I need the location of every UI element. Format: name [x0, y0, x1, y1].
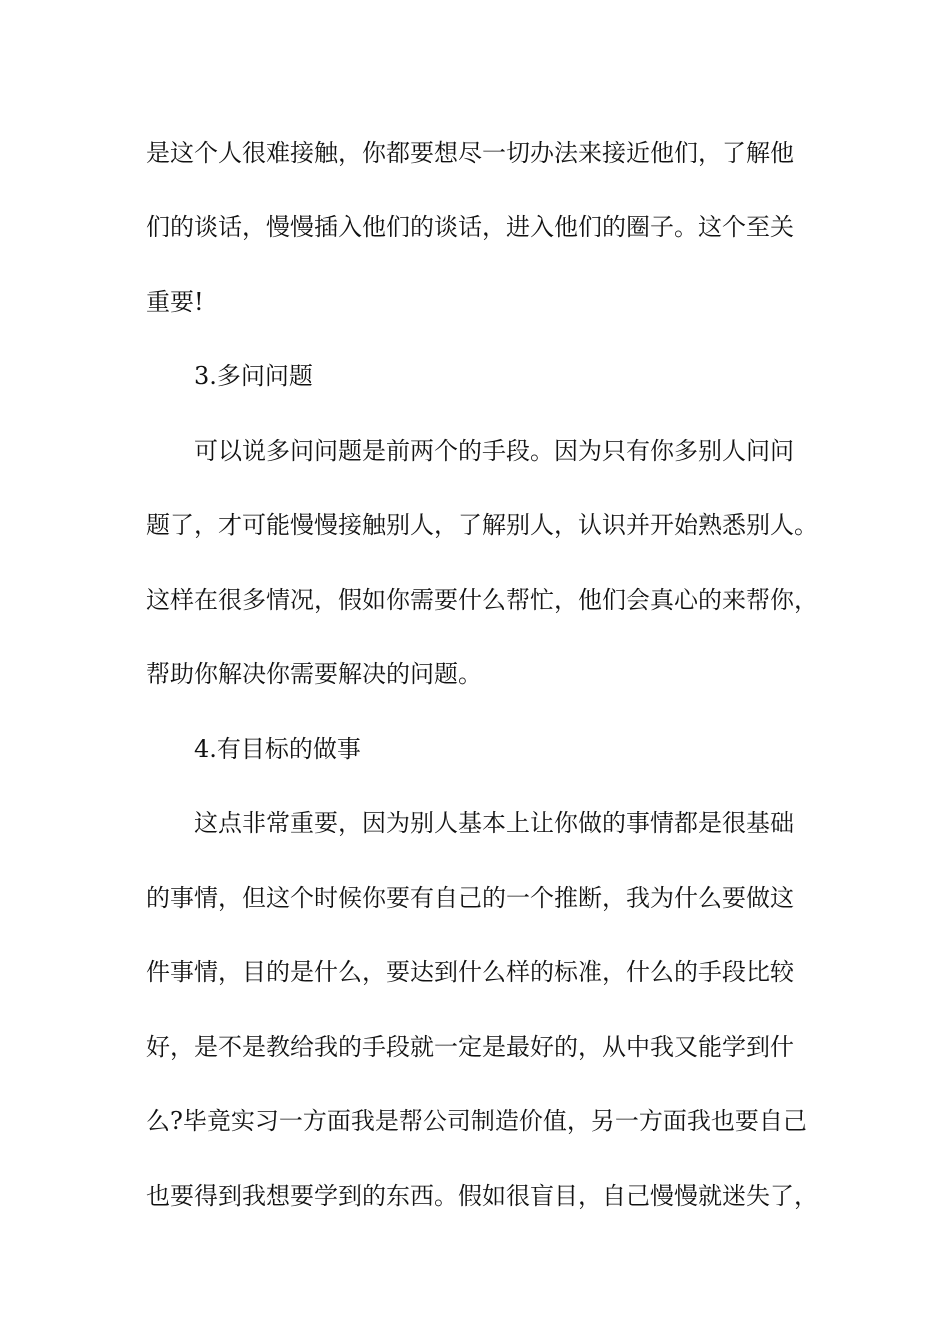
paragraph-line-12: 件事情，目的是什么，要达到什么样的标准，什么的手段比较 — [146, 958, 794, 986]
paragraph-line-2: 们的谈话，慢慢插入他们的谈话，进入他们的圈子。这个至关 — [146, 213, 794, 241]
paragraph-line-6: 题了，才可能慢慢接触别人，了解别人，认识并开始熟悉别人。 — [146, 511, 818, 539]
section-heading-3: 3.多问问题 — [194, 362, 313, 390]
paragraph-line-5: 可以说多问问题是前两个的手段。因为只有你多别人问问 — [194, 437, 794, 465]
paragraph-line-7: 这样在很多情况，假如你需要什么帮忙，他们会真心的来帮你， — [146, 586, 818, 614]
section-heading-4: 4.有目标的做事 — [194, 735, 361, 763]
paragraph-line-8: 帮助你解决你需要解决的问题。 — [146, 660, 482, 688]
paragraph-line-10: 这点非常重要，因为别人基本上让你做的事情都是很基础 — [194, 809, 794, 837]
paragraph-line-15: 也要得到我想要学到的东西。假如很盲目，自己慢慢就迷失了， — [146, 1182, 818, 1210]
paragraph-line-11: 的事情，但这个时候你要有自己的一个推断，我为什么要做这 — [146, 884, 794, 912]
paragraph-line-3: 重要! — [146, 288, 204, 316]
paragraph-line-13: 好，是不是教给我的手段就一定是最好的，从中我又能学到什 — [146, 1033, 794, 1061]
paragraph-line-1: 是这个人很难接触，你都要想尽一切办法来接近他们，了解他 — [146, 139, 794, 167]
paragraph-line-14: 么?毕竟实习一方面我是帮公司制造价值，另一方面我也要自己 — [146, 1107, 807, 1135]
